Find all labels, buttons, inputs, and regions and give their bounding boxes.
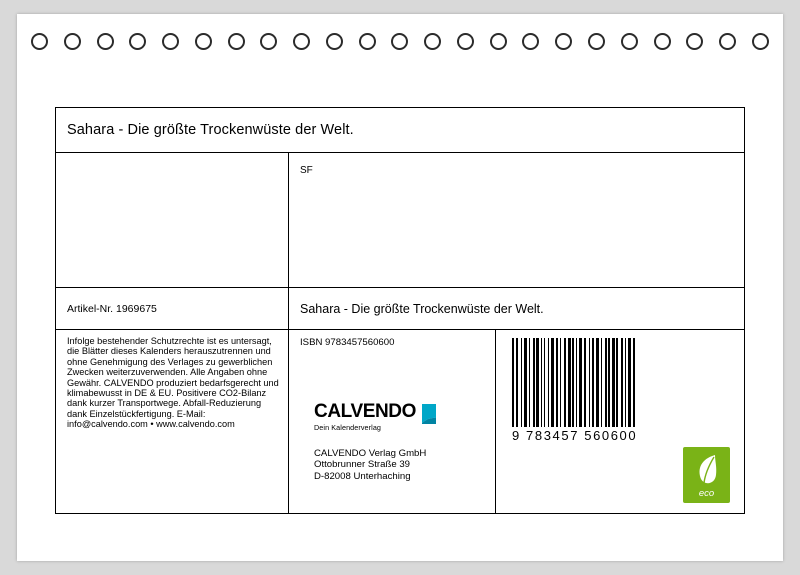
binding-ring: [162, 33, 179, 50]
empty-image-cell: [56, 153, 289, 287]
binding-ring: [97, 33, 114, 50]
barcode-cell: [496, 330, 744, 513]
eco-label: [683, 447, 730, 503]
binding-ring: [359, 33, 376, 50]
article-row: [56, 288, 744, 330]
publisher-street: Ottobrunner Straße 39: [314, 459, 410, 471]
isbn-text: ISBN 9783457560600: [300, 337, 395, 348]
publisher-name: CALVENDO Verlag GmbH: [314, 448, 427, 459]
bottom-row: [56, 330, 744, 513]
eco-label-text: eco: [698, 488, 715, 499]
legal-cell: [56, 330, 289, 513]
publisher-address: [314, 448, 426, 482]
spiral-binding: [17, 26, 783, 56]
binding-ring: [457, 33, 474, 50]
publisher-city: D-82008 Unterhaching: [314, 470, 411, 482]
publisher-cell: [289, 330, 496, 513]
legal-text: Infolge bestehender Schutzrechte ist es untersagt, die Blätter dieses Kalenders herauszutrennen und ohne Genehmigung des Verlages zu gewerblichen Zwecken weiterzuverwenden. Alle Angaben ohne Gewähr. CALVENDO produziert bedarfsgerecht und klimabewusst in DE & EU. Positivere CO2-Bilanz dank kurzer Transportwege. Abfall-Reduzierung dank Einzelstückfertigung. E-Mail: info@calvendo.com • www.calvendo.com: [67, 336, 279, 430]
leaf-icon: [695, 453, 719, 492]
logo-tagline: Dein Kalenderverlag: [314, 423, 382, 432]
binding-ring: [293, 33, 310, 50]
info-table: [55, 107, 745, 514]
binding-ring: [490, 33, 507, 50]
article-number-cell: [56, 288, 289, 329]
binding-ring: [686, 33, 703, 50]
binding-ring: [195, 33, 212, 50]
binding-ring: [752, 33, 769, 50]
binding-ring: [654, 33, 671, 50]
calvendo-logo: [314, 402, 440, 432]
product-title-cell: [289, 288, 744, 329]
binding-ring: [424, 33, 441, 50]
format-cell: [289, 153, 744, 287]
binding-ring: [228, 33, 245, 50]
format-code: SF: [300, 165, 313, 176]
calendar-page-icon: [420, 403, 440, 430]
middle-row: [56, 153, 744, 288]
binding-ring: [555, 33, 572, 50]
barcode-bar: [633, 338, 635, 427]
binding-ring: [719, 33, 736, 50]
barcode-number: 9 783457 560600: [512, 428, 638, 443]
barcode: [512, 338, 638, 445]
binding-ring: [129, 33, 146, 50]
binding-ring: [326, 33, 343, 50]
binding-ring: [621, 33, 638, 50]
binding-ring: [260, 33, 277, 50]
barcode-bars: [512, 338, 635, 427]
binding-ring: [64, 33, 81, 50]
article-number: Artikel-Nr. 1969675: [67, 302, 157, 315]
binding-ring: [31, 33, 48, 50]
binding-ring: [522, 33, 539, 50]
logo-wordmark: CALVENDO: [314, 401, 417, 422]
product-title: Sahara - Die größte Trockenwüste der Welt.: [300, 301, 544, 316]
binding-ring: [588, 33, 605, 50]
title-row: [56, 108, 744, 153]
page-title: Sahara - Die größte Trockenwüste der Welt.: [67, 122, 354, 138]
binding-ring: [391, 33, 408, 50]
